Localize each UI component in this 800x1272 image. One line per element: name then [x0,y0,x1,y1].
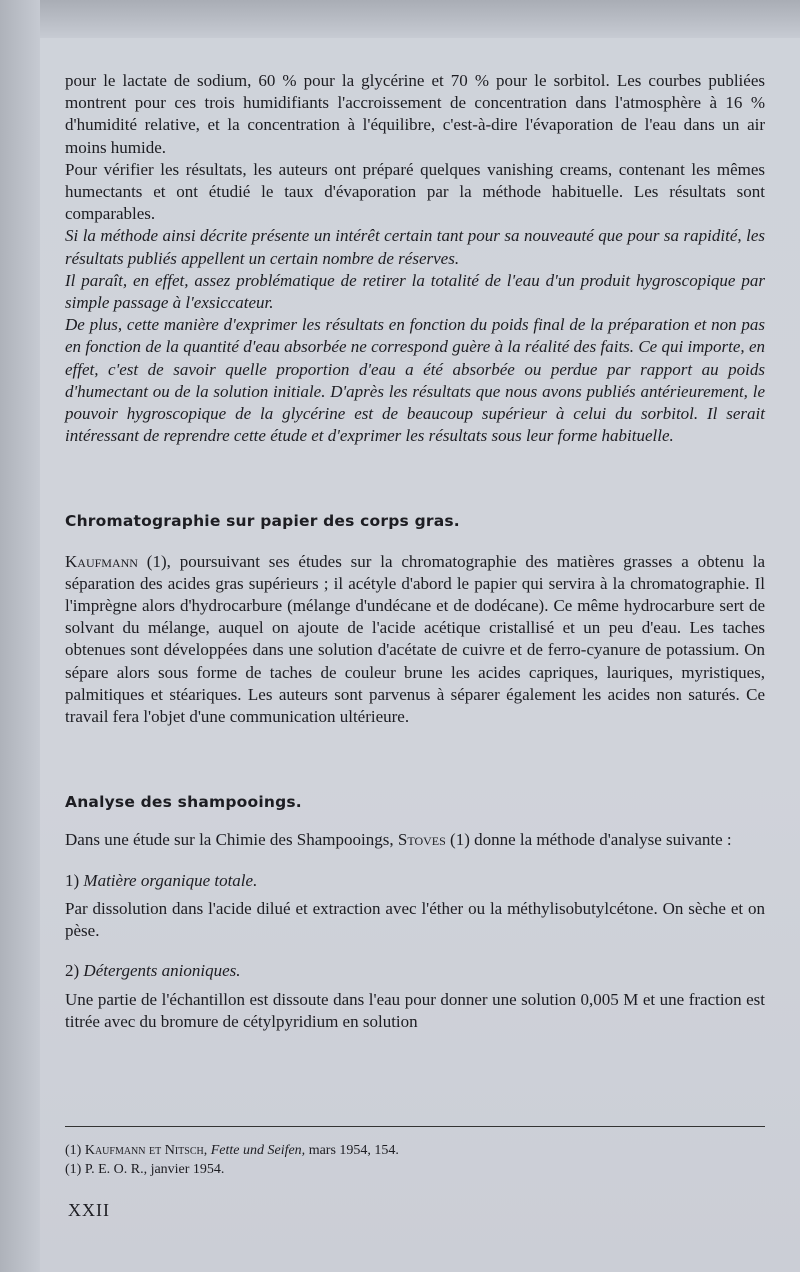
author-name: Kaufmann [65,551,138,571]
page-left-shadow [0,0,40,1272]
subsection-text: Une partie de l'échantillon est dissoute dans l'eau pour donner une solution 0,005 M et une fraction est titrée avec du bromure de cétylpyridium en solution [65,989,765,1031]
section-intro [65,829,765,851]
italic-paragraph: Il paraît, en effet, assez problématique de retirer la totalité de l'eau d'un produit hygroscopique par simple passage à l'exsiccateur. [65,270,765,313]
main-text [65,70,765,1033]
footnote-journal: Fette und Seifen, [210,1143,306,1158]
item-label: Détergents anioniques. [83,961,241,981]
author-name: Stoves [397,830,446,850]
subsection-label [65,960,765,982]
item-number: 2) [65,961,80,981]
subsection-text: Par dissolution dans l'acide dilué et extraction avec l'éther ou la méthylisobutylcétone. On sèche et on pèse. [65,898,765,941]
italic-paragraph: Si la méthode ainsi décrite présente un intérêt certain tant pour sa nouveauté que pour sa rapidité, les résultats publiés appellent un certain nombre de réserves. [65,226,765,268]
footnote [65,1141,525,1160]
item-number: 1) [65,870,80,890]
section-heading: Analyse des shampooings. [65,793,302,812]
paragraph: pour le lactate de sodium, 60 % pour la glycérine et 70 % pour le sorbitol. Les courbes publiées montrent pour ces trois humidifiants l'accroissement de concentration dans l'atmosphère à 16 % d'humidité relative, et la concentration à l'équilibre, c'est-à-dire l'évaporation de l'eau dans un air moins humide. [65,71,765,157]
page-top-shadow [0,0,800,38]
item-label: Matière organique totale. [83,870,258,890]
paragraph: Pour vérifier les résultats, les auteurs ont préparé quelques vanishing creams, contenant les mêmes humectants et ont étudié le taux d'évaporation par la méthode habituelle. Les résultats sont comparables. [65,159,765,224]
footnote-marker: (1) [65,1143,82,1158]
page-number: XXII [68,1200,110,1220]
italic-paragraph: De plus, cette manière d'exprimer les résultats en fonction du poids final de la préparation et non pas en fonction de la quantité d'eau absorbée ne correspond guère à la réalité des faits. Ce qui importe, en effet, c'est de savoir quelle proportion d'eau a été absorbée ou perdue par rapport au poids d'humectant ou de la solution initiale. D'après les résultats que nous avons publiés antérieurement, le pouvoir hygroscopique de la glycérine est de beaucoup supérieur à celui du sorbitol. Il serait intéressant de reprendre cette étude et d'exprimer les résultats sous leur forme habituelle. [65,315,765,446]
footnote-marker: (1) [65,1162,82,1177]
subsection-label [65,870,765,892]
intro-text: Dans une étude sur la Chimie des Shampooings, [65,830,398,850]
footnote-text: P. E. O. R., janvier 1954. [84,1162,225,1177]
section-body [65,551,765,729]
footnotes [65,1126,765,1179]
footnote [65,1160,525,1179]
body-text: (1), poursuivant ses études sur la chromatographie des matières grasses a obtenu la séparation des acides gras supérieurs ; il acétyle d'abord le papier qui servira à la chromatographie. Il l'imprègne alors d'hydrocarbure (mélange d'undécane et de dodécane). Ce même hydrocarbure sert de solvant du mélange, auquel on ajoute de l'acide acétique cristallisé et un peu d'eau. Les taches obtenues sont développées dans une solution d'acétate de cuivre et de ferro-cyanure de potassium. On sépare alors sous forme de taches de couleur brune les acides capriques, lauriques, myristiques, palmitiques et stéariques. Les auteurs sont parvenus à séparer également les acides non saturés. Ce travail fera l'objet d'une communication ultérieure. [65,551,765,727]
footnote-text: mars 1954, 154. [305,1143,399,1158]
intro-text: (1) donne la méthode d'analyse suivante : [445,830,732,850]
footnote-authors: Kaufmann et Nitsch, [84,1143,208,1158]
section-heading: Chromatographie sur papier des corps gras. [65,512,460,531]
